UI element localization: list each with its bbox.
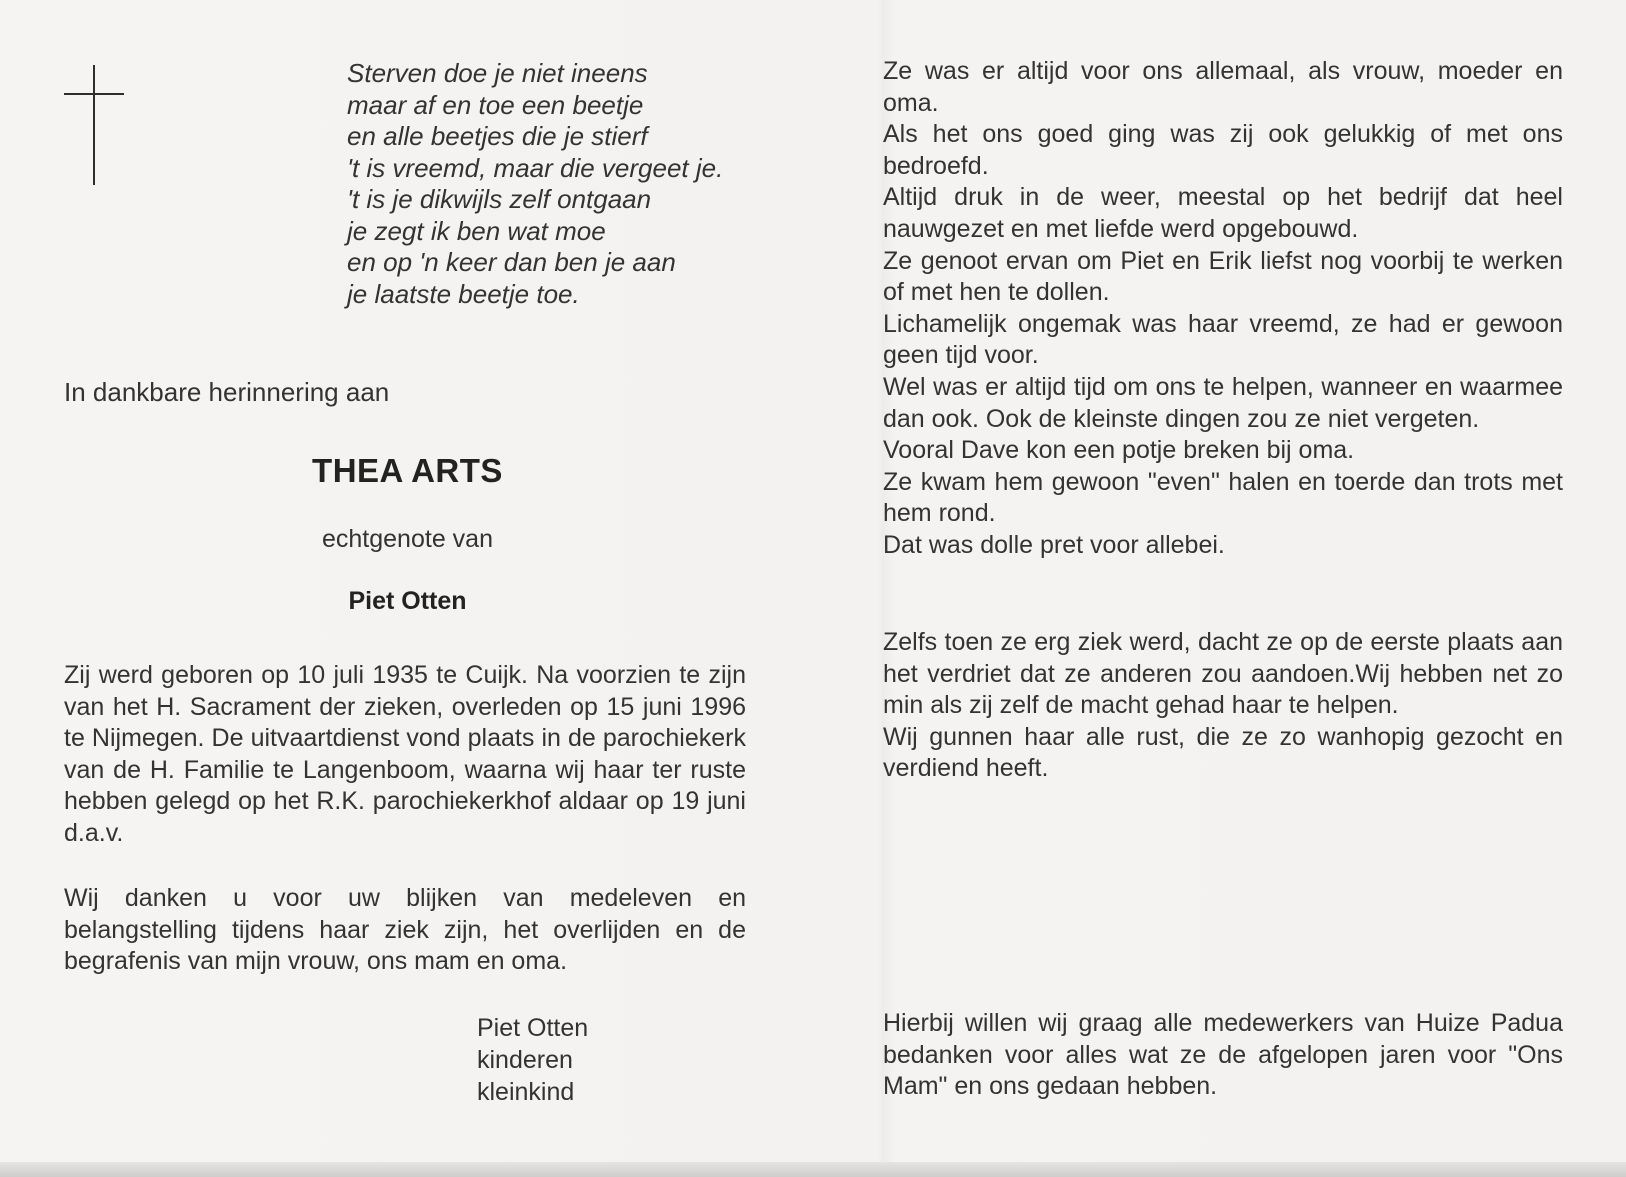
poem-line: je zegt ik ben wat moe — [347, 215, 606, 246]
tribute-line: Lichamelijk ongemak was haar vreemd, ze had er gewoon geen tijd voor. — [883, 309, 1563, 370]
signers — [477, 1012, 588, 1108]
illness-paragraph — [883, 627, 1563, 785]
tribute-line: Ze was er altijd voor ons allemaal, als vrouw, moeder en oma. — [883, 57, 1563, 117]
staff-thanks: Hierbij willen wij graag alle medewerkers van Huize Padua bedanken voor alles wat ze de afgelopen jaren voor "Ons Mam" en ons gedaan hebben. — [883, 1009, 1563, 1101]
tribute-line: Als het ons goed ging was zij ook gelukkig of met ons bedroefd. — [883, 120, 1563, 180]
poem-line: 't is vreemd, maar die vergeet je. — [347, 152, 724, 183]
tribute-line: Altijd druk in de weer, meestal op het bedrijf dat heel nauwgezet en met liefde werd opgebouwd. — [883, 183, 1563, 243]
spouse-intro: echtgenote van — [322, 525, 493, 553]
poem — [347, 58, 723, 310]
cross-vertical-bar — [93, 65, 95, 185]
spouse-name: Piet Otten — [348, 587, 467, 615]
remembrance-intro: In dankbare herinnering aan — [64, 377, 390, 407]
poem-line: je laatste beetje toe. — [347, 278, 580, 309]
poem-line: maar af en toe een beetje — [347, 89, 644, 120]
tribute-line: Ze genoot ervan om Piet en Erik liefst nog voorbij te werken of met hen te dollen. — [883, 246, 1563, 307]
tribute-line: Ze kwam hem gewoon "even" halen en toerde dan trots met hem rond. — [883, 467, 1563, 528]
poem-line: Sterven doe je niet ineens — [347, 58, 648, 88]
poem-line: 't is je dikwijls zelf ontgaan — [347, 184, 652, 214]
tribute-line: Vooral Dave kon een potje breken bij oma. — [883, 436, 1355, 465]
poem-line: en alle beetjes die je stierf — [347, 121, 648, 151]
thanks-paragraph: Wij danken u voor uw blijken van medeleven en belangstelling tijdens haar ziek zijn, het overlijden en de begrafenis van mijn vrouw, ons mam en oma. — [64, 884, 746, 976]
cross-horizontal-bar — [64, 93, 124, 95]
signer: kinderen — [477, 1046, 573, 1074]
card-bottom-edge — [0, 1162, 1626, 1177]
deceased-name: THEA ARTS — [312, 452, 503, 489]
tribute-line: Wel was er altijd tijd om ons te helpen, wanneer en waarmee dan ook. Ook de kleinste dingen zou ze niet vergeten. — [883, 372, 1563, 433]
poem-line: en op 'n keer dan ben je aan — [347, 247, 676, 277]
tribute — [883, 56, 1563, 562]
illness-line: Zelfs toen ze erg ziek werd, dacht ze op de eerste plaats aan het verdriet dat ze anderen zou aandoen.Wij hebben net zo min als zij zelf de macht gehad haar te helpen. — [883, 628, 1563, 720]
tribute-line: Dat was dolle pret voor allebei. — [883, 530, 1225, 559]
illness-line: Wij gunnen haar alle rust, die ze zo wanhopig gezocht en verdiend heeft. — [883, 722, 1563, 783]
biography: Zij werd geboren op 10 juli 1935 te Cuijk. Na voorzien te zijn van het H. Sacrament der zieken, overleden op 15 juni 1996 te Nijmegen. De uitvaartdienst vond plaats in de parochiekerk van de H. Familie te Langenboom, waarna wij haar ter ruste hebben gelegd op het R.K. parochiekerkhof aldaar op 19 juni d.a.v. — [64, 661, 746, 847]
signer: Piet Otten — [477, 1014, 589, 1042]
signer: kleinkind — [477, 1078, 575, 1106]
